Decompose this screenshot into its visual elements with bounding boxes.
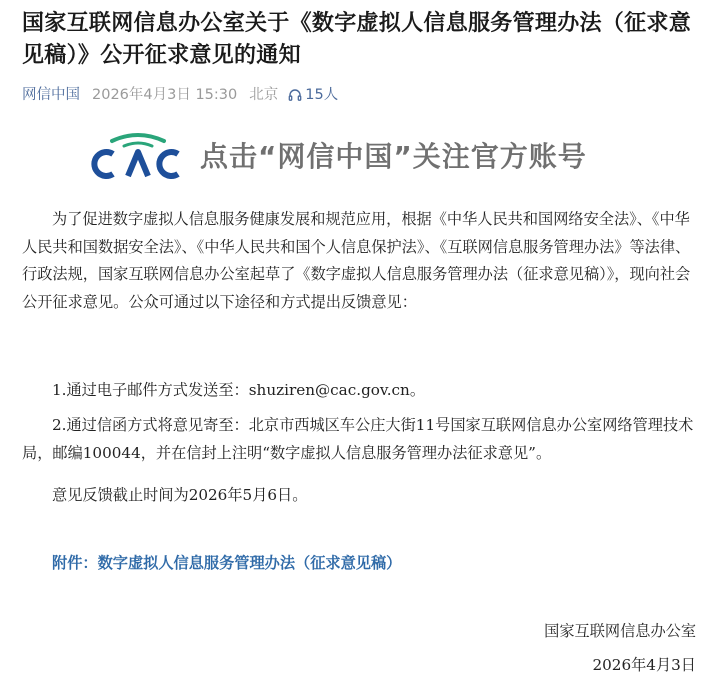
article-meta <box>22 84 338 106</box>
intro-paragraph: 为了促进数字虚拟人信息服务健康发展和规范应用，根据《中华人民共和国网络安全法》、《中华人民共和国数据安全法》、《中华人民共和国个人信息保护法》、《互联网信息服务管理办法》等法律、行政法规，国家互联网信息办公室起草了《数字虚拟人信息服务管理办法（征求意见稿）》，现向社会公开征求意见。公众可通过以下途径和方式提出反馈意见： <box>22 210 691 311</box>
deadline-text: 意见反馈截止时间为2026年5月6日。 <box>52 486 308 504</box>
mail-item: 2.通过信函方式将意见寄至：北京市西城区车公庄大街11号国家互联网信息办公室网络管理技术局，邮编100044，并在信封上注明“数字虚拟人信息服务管理办法征求意见”。 <box>22 416 694 462</box>
cac-logo <box>88 132 188 184</box>
reader-count-text: 15人 <box>305 87 339 103</box>
signature-date: 2026年4月3日 <box>592 656 696 674</box>
follow-banner[interactable] <box>88 132 648 184</box>
email-item: 1.通过电子邮件方式发送至：shuziren@cac.gov.cn。 <box>52 381 426 399</box>
article-title: 国家互联网信息办公室关于《数字虚拟人信息服务管理办法（征求意见稿）》公开征求意见的通知 <box>22 11 692 68</box>
headphones-icon <box>288 88 302 102</box>
banner-text: 点击“网信中国”关注官方账号 <box>200 140 587 173</box>
publish-date: 2026年4月3日 15:30 <box>92 87 238 103</box>
attachment-link[interactable]: 附件：数字虚拟人信息服务管理办法（征求意见稿） <box>52 554 402 572</box>
signature-org: 国家互联网信息办公室 <box>544 622 696 640</box>
reader-count <box>288 84 338 106</box>
source-link[interactable]: 网信中国 <box>22 87 80 103</box>
location: 北京 <box>249 87 279 103</box>
